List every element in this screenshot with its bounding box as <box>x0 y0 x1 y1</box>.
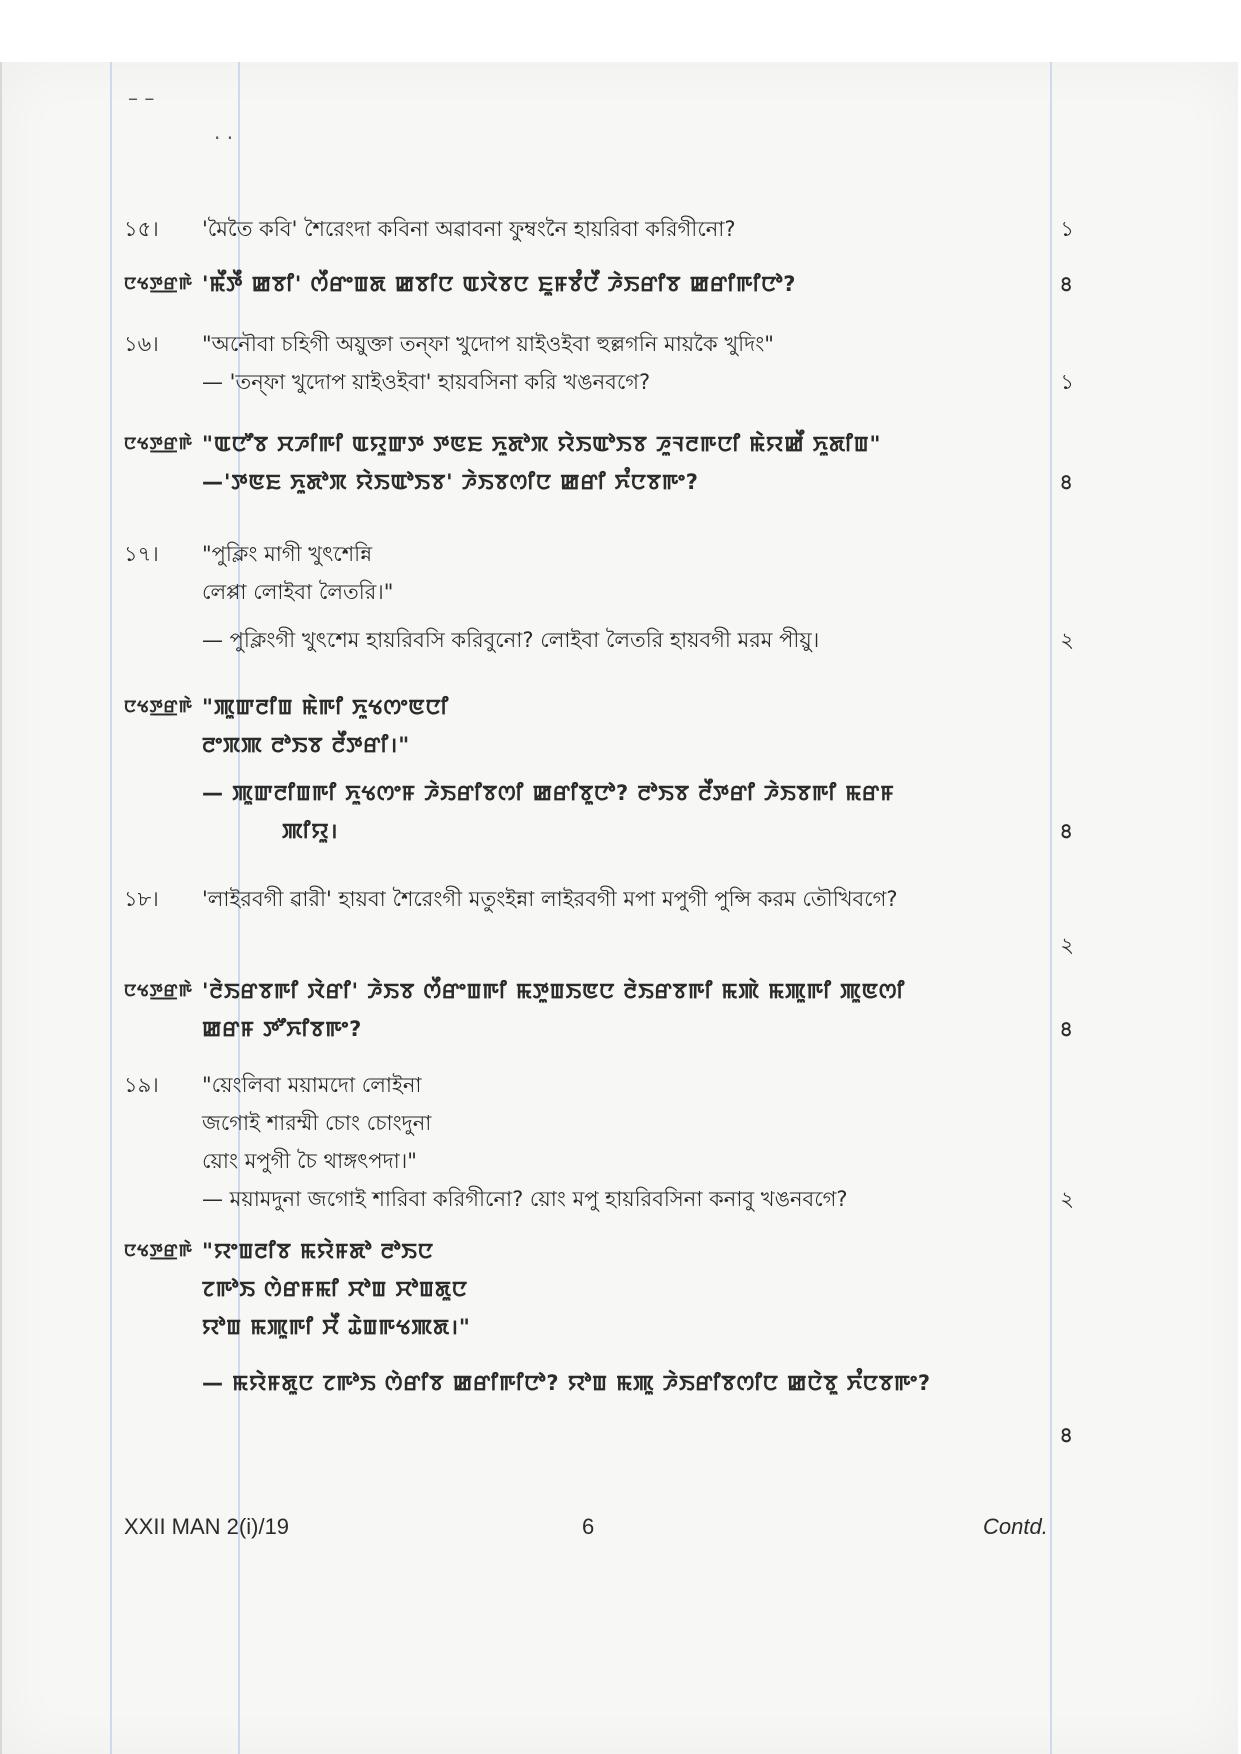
question-line: ꯄꯤꯌꯨ। <box>282 819 339 843</box>
question-line: — পুক্লিংগী খুৎশেম হায়রিবসি করিবুনো? লোইবা লৈতরি হায়বগী মরম পীয়ু। <box>202 628 820 652</box>
question-body <box>202 535 1042 659</box>
question-mark: ২ <box>1060 628 1074 652</box>
continued-label: Contd. <box>983 1514 1048 1539</box>
question-line: 'ꯂꯥꯏꯔꯕꯒꯤ ꯋꯥꯔꯤ' ꯍꯥꯏꯕ ꯁꯩꯔꯦꯡꯒꯤ ꯃꯇꯨꯡꯏꯟꯅ ꯂꯥꯏꯔꯕꯒꯤ ꯃꯄꯥ ꯃꯄꯨꯒꯤ ꯄꯨꯟꯁꯤ <box>202 979 906 1003</box>
question-line: জগোই শারম্মী চোং চোংদুনা <box>202 1111 432 1135</box>
question-number: ১৭। <box>124 542 159 566</box>
question-line: — 'তন্ফা খুদোপ য়াইওইবা' হায়বসিনা করি খঙনবগে? <box>202 370 651 394</box>
question-body <box>202 688 1042 850</box>
question-body <box>202 210 1042 248</box>
question-mark: ৪ <box>1059 470 1074 494</box>
question-body <box>202 265 1042 303</box>
question-line: "ꯌꯦꯡꯂꯤꯕ ꯃꯌꯥꯝꯗꯣ ꯂꯣꯏꯅ <box>202 1239 434 1263</box>
question-line: —'ꯇꯟꯐ ꯈꯨꯗꯣꯞ ꯌꯥꯏꯑꯣꯏꯕ' ꯍꯥꯏꯕꯁꯤꯅ ꯀꯔꯤ ꯈꯪꯅꯕꯒꯦ? <box>202 470 699 494</box>
question-body <box>202 880 1042 918</box>
question-mark: ৪ <box>1059 272 1074 296</box>
question-number: ꯅꯠꯇ꯭ꯔꯒꯥ <box>124 434 193 454</box>
question-mark: ৪ <box>1059 1423 1074 1447</box>
question-number: ꯅꯠꯇ꯭ꯔꯒꯥ <box>124 981 193 1001</box>
question-line: ꯌꯣꯡ ꯃꯄꯨꯒꯤ ꯆꯩ ꯊꯥꯡꯒꯠꯄꯗ।" <box>202 1315 471 1339</box>
question-body <box>202 1066 1042 1218</box>
question-mark: ৪ <box>1059 819 1074 843</box>
question-body <box>202 972 1042 1048</box>
question-mark: ২ <box>1060 1187 1074 1211</box>
question-line: 'মৈতৈ কবি' শৈরেংদা কবিনা অৱাবনা ফুম্বংনৈ হায়রিবা করিগীনো? <box>202 217 736 241</box>
question-line: "পুক্লিং মাগী খুৎশেন্নি <box>202 542 373 566</box>
question-number: ১৮। <box>124 887 159 911</box>
question-number: ১৬। <box>124 332 159 356</box>
page-number: 6 <box>582 1514 595 1539</box>
question-line: 'লাইরবগী ৱারী' হায়বা শৈরেংগী মতুংইন্না লাইরবগী মপা মপুগী পুন্সি করম তৌখিবগে? <box>202 887 898 911</box>
question-line: ꯂꯦꯞꯄ ꯂꯣꯏꯕ ꯂꯩꯇꯔꯤ।" <box>202 733 411 757</box>
paper-code: XXII MAN 2(i)/19 <box>124 1514 290 1539</box>
question-line: — ꯃꯌꯥꯝꯗꯨꯅ ꯖꯒꯣꯏ ꯁꯥꯔꯤꯕ ꯀꯔꯤꯒꯤꯅꯣ? ꯌꯣꯡ ꯃꯄꯨ ꯍꯥꯏꯔꯤꯕꯁꯤꯅ ꯀꯅꯥꯕꯨ ꯈꯪꯅꯕꯒꯦ? <box>202 1371 932 1395</box>
question-line: লেপ্পা লোইবা লৈতরি।" <box>202 580 394 604</box>
question-line: ꯖꯒꯣꯏ ꯁꯥꯔꯝꯃꯤ ꯆꯣꯡ ꯆꯣꯡꯗꯨꯅ <box>202 1277 468 1301</box>
question-body <box>202 425 1042 501</box>
question-number: ꯅꯠꯇ꯭ꯔꯒꯥ <box>124 697 193 717</box>
question-line: — ময়ামদুনা জগোই শারিবা করিগীনো? য়োং মপু হায়রিবসিনা কনাবু খঙনবগে? <box>202 1187 848 1211</box>
stray-mark: . . <box>214 120 234 144</box>
question-line: — ꯄꯨꯛꯂꯤꯡꯒꯤ ꯈꯨꯠꯁꯦꯝ ꯍꯥꯏꯔꯤꯕꯁꯤ ꯀꯔꯤꯕꯨꯅꯣ? ꯂꯣꯏꯕ ꯂꯩꯇꯔꯤ ꯍꯥꯏꯕꯒꯤ ꯃꯔꯝ <box>202 781 895 805</box>
question-number: ১৯। <box>124 1073 159 1097</box>
question-line: "ꯑꯅꯧꯕ ꯆꯍꯤꯒꯤ ꯑꯌꯨꯛꯇ ꯇꯟꯐ ꯈꯨꯗꯣꯞ ꯌꯥꯏꯑꯣꯏꯕ ꯍꯨꯜꯂꯒꯅꯤ ꯃꯥꯌꯀꯩ ꯈꯨꯗꯤꯡ" <box>202 432 882 456</box>
question-mark: ২ <box>1060 933 1074 957</box>
question-line: "অনৌবা চহিগী অয়ুক্তা তন্ফা খুদোপ য়াইওইবা হুল্লগনি মায়কৈ খুদিং" <box>202 332 774 356</box>
question-body <box>202 1232 1042 1402</box>
question-number: ꯅꯠꯇ꯭ꯔꯒꯥ <box>124 274 193 294</box>
question-number: ꯅꯠꯇ꯭ꯔꯒꯥ <box>124 1241 193 1261</box>
question-body <box>202 325 1042 401</box>
question-line: "ꯄꯨꯛꯂꯤꯡ ꯃꯥꯒꯤ ꯈꯨꯠꯁꯦꯟꯅꯤ <box>202 695 450 719</box>
question-line: ꯀꯔꯝ ꯇꯧꯈꯤꯕꯒꯦ? <box>202 1017 363 1041</box>
question-line: 'ꯃꯩꯇꯩ ꯀꯕꯤ' ꯁꯩꯔꯦꯡꯗ ꯀꯕꯤꯅ ꯑꯋꯥꯕꯅ ꯐꯨꯝꯕꯪꯅꯩ ꯍꯥꯏꯔꯤꯕ ꯀꯔꯤꯒꯤꯅꯣ? <box>202 272 797 296</box>
question-line: য়োং মপুগী চৈ থাঙ্গৎপদা।" <box>202 1149 417 1173</box>
question-line: "য়েংলিবা ময়ামদো লোইনা <box>202 1073 422 1097</box>
question-number: ১৫। <box>124 217 159 241</box>
question-mark: ৪ <box>1059 1017 1074 1041</box>
question-mark: ১ <box>1060 370 1074 394</box>
stray-mark: – – <box>128 86 155 110</box>
question-mark: ১ <box>1060 217 1074 241</box>
